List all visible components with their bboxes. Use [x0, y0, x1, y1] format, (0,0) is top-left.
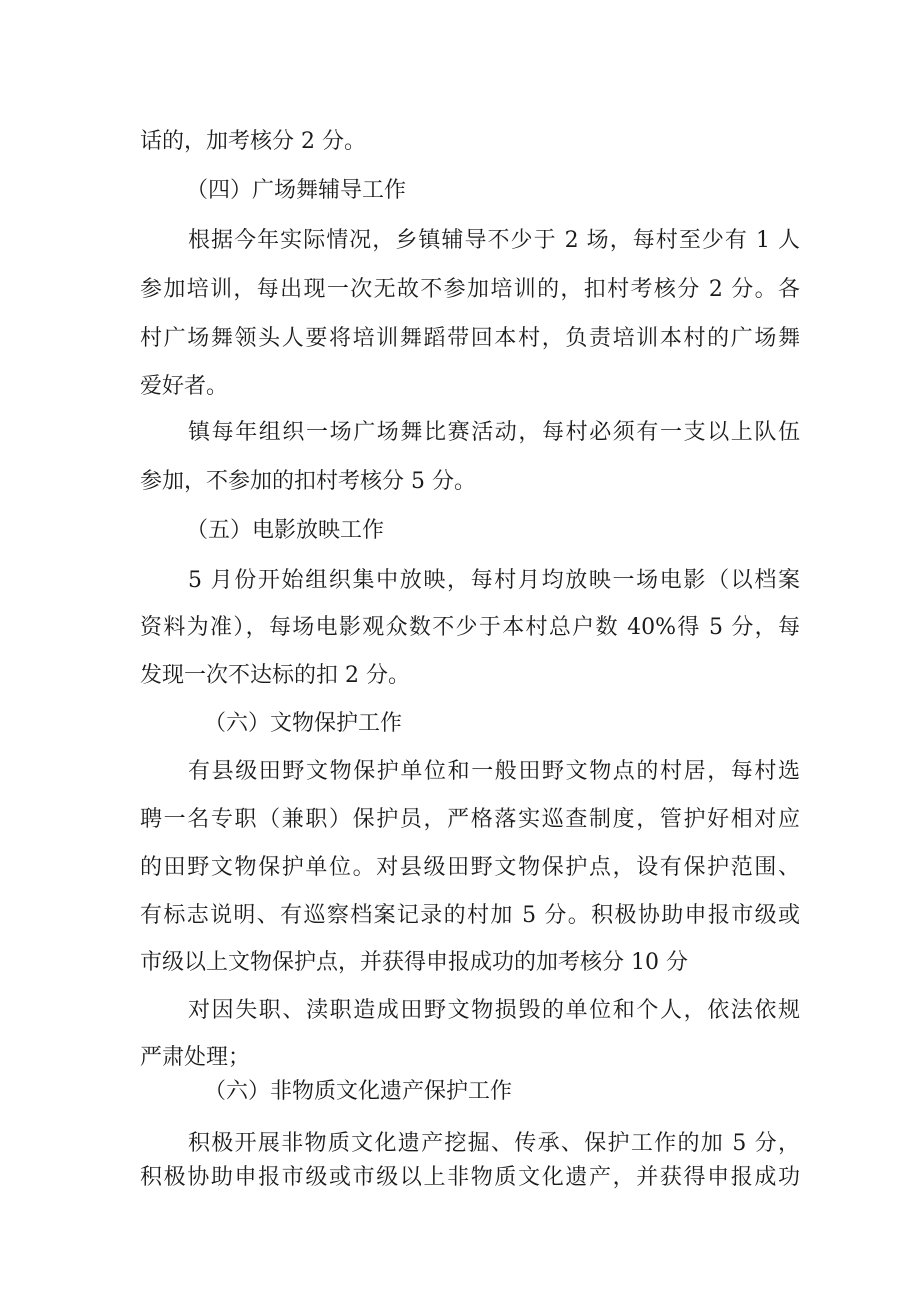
- paragraph-line: 严肃处理；: [140, 1045, 251, 1070]
- paragraph-line: 有标志说明、有巡察档案记录的村加 5 分。积极协助申报市级或: [140, 903, 800, 928]
- paragraph-line: 5 月份开始组织集中放映，每村月均放映一场电影（以档案: [188, 568, 800, 593]
- paragraph-line: 参加培训，每出现一次无故不参加培训的，扣村考核分 2 分。各: [140, 277, 800, 302]
- paragraph-line: 根据今年实际情况，乡镇辅导不少于 2 场，每村至少有 1 人: [188, 228, 800, 253]
- paragraph-line: 资料为准），每场电影观众数不少于本村总户数 40%得 5 分，每: [140, 615, 800, 640]
- paragraph-line: 积极开展非物质文化遗产挖掘、传承、保护工作的加 5 分，: [188, 1131, 800, 1156]
- section-heading-intangible-heritage: （六）非物质文化遗产保护工作: [204, 1079, 513, 1104]
- paragraph-line: 镇每年组织一场广场舞比赛活动，每村必须有一支以上队伍: [188, 420, 800, 445]
- paragraph-line: 发现一次不达标的扣 2 分。: [140, 663, 410, 688]
- paragraph-line: 积极协助申报市级或市级以上非物质文化遗产，并获得申报成功: [140, 1165, 800, 1190]
- paragraph-line: 有县级田野文物保护单位和一般田野文物点的村居，每村选: [188, 759, 800, 784]
- paragraph-line: 对因失职、渎职造成田野文物损毁的单位和个人，依法依规: [188, 998, 800, 1023]
- section-heading-film-screening: （五）电影放映工作: [186, 518, 385, 543]
- paragraph-line: 爱好者。: [140, 374, 229, 399]
- section-heading-broadcast-dance: （四）广场舞辅导工作: [186, 178, 407, 203]
- paragraph-line: 的田野文物保护单位。对县级田野文物保护点，设有保护范围、: [140, 855, 800, 880]
- paragraph-line: 市级以上文物保护点，并获得申报成功的加考核分 10 分: [140, 950, 688, 975]
- paragraph-line: 参加，不参加的扣村考核分 5 分。: [140, 469, 476, 494]
- paragraph-line: 聘一名专职（兼职）保护员，严格落实巡查制度，管护好相对应: [140, 807, 800, 832]
- paragraph-line: 村广场舞领头人要将培训舞蹈带回本村，负责培训本村的广场舞: [140, 326, 800, 351]
- paragraph-line: 话的，加考核分 2 分。: [140, 129, 366, 154]
- section-heading-cultural-relics: （六）文物保护工作: [204, 711, 403, 736]
